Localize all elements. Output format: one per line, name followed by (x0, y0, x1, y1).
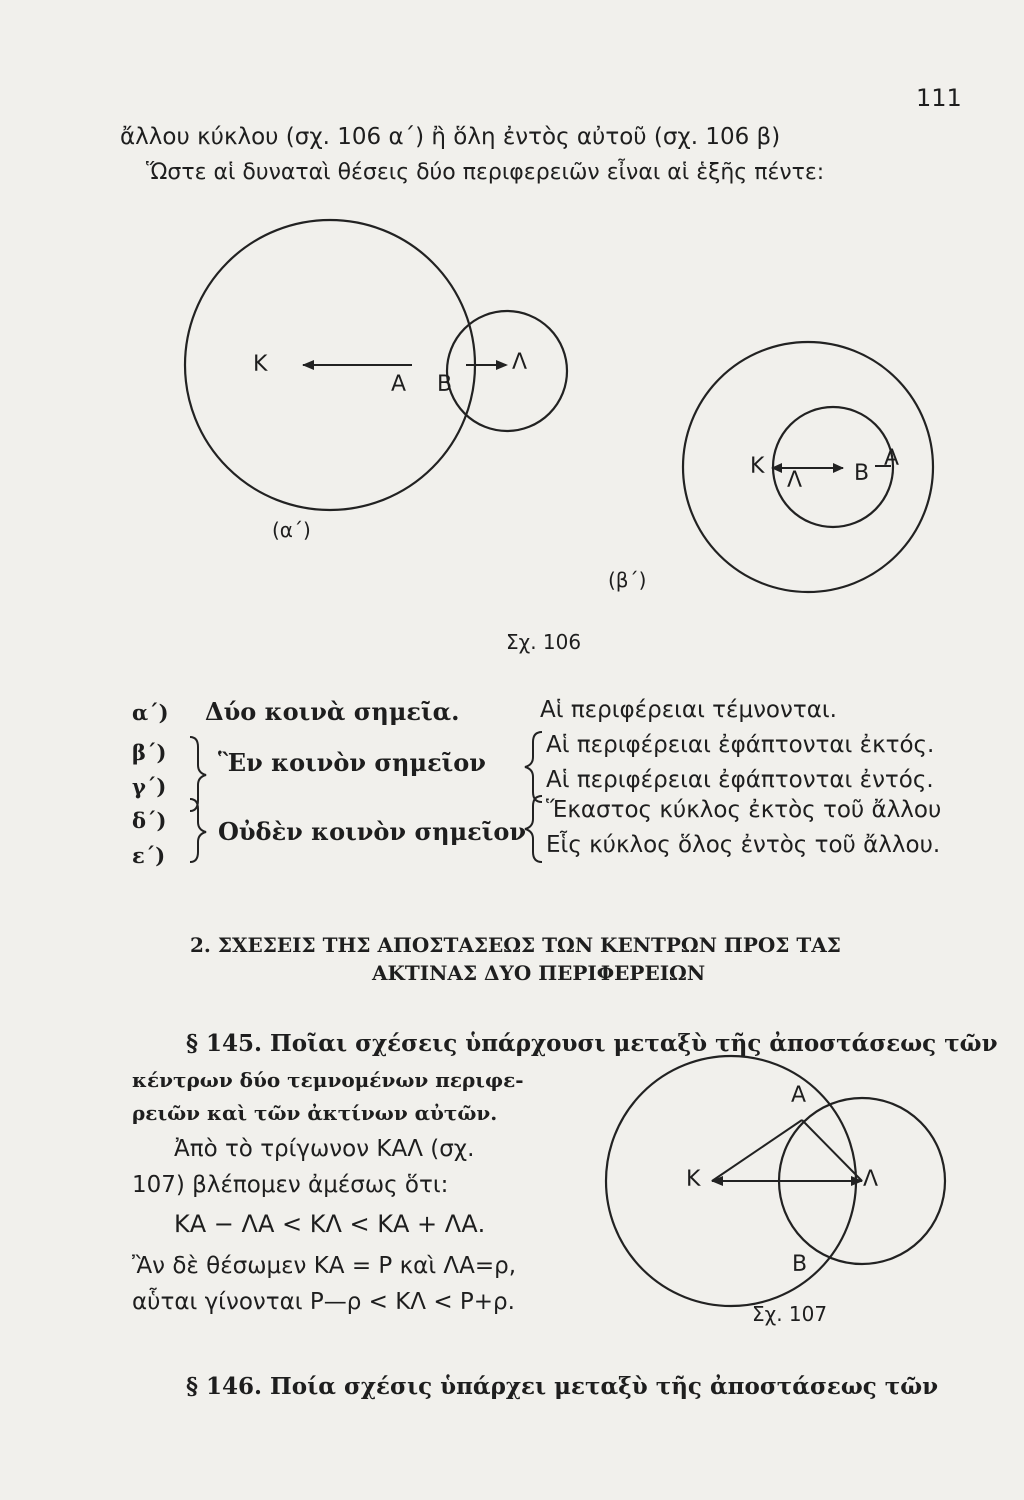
fig106a-label-K: Κ (253, 352, 268, 377)
brace-right-tangent (525, 732, 542, 802)
fig106a-label-B: Β (437, 372, 453, 397)
fig106a-caption: (α΄) (272, 518, 311, 542)
result-tangent-outside: Αἱ περιφέρειαι ἐφάπτονται ἐκτός. (546, 732, 935, 758)
fig106b-label-A: Α (884, 446, 900, 471)
fig107-label-K: Κ (686, 1167, 701, 1192)
par145-formula: ΚΑ − ΛΑ < ΚΛ < ΚΑ + ΛΑ. (174, 1210, 486, 1238)
fig106a-label-L: Λ (512, 350, 528, 375)
fig107-label-L: Λ (863, 1167, 879, 1192)
par145-question-2: κέντρων δύο τεμνομένων περιφε- (132, 1068, 524, 1092)
par145-text-3: Ἂν δὲ θέσωμεν ΚΑ = Ρ καὶ ΛΑ=ρ, (132, 1253, 517, 1279)
par145-question-1: § 145. Ποῖαι σχέσεις ὑπάρχουσι μεταξὺ τῆς ἀποστάσεως τῶν (186, 1030, 998, 1057)
intro-line-1: ἄλλου κύκλου (σχ. 106 α΄) ἢ ὅλη ἐντὸς αὐτοῦ (σχ. 106 β) (120, 124, 781, 150)
fig106a-label-A: Α (391, 372, 407, 397)
case-one-common: Ἓν κοινὸν σημεῖον (218, 748, 486, 777)
page-number: 111 (916, 84, 962, 112)
par146-question-1: § 146. Ποία σχέσις ὑπάρχει μεταξὺ τῆς ἀποστάσεως τῶν (186, 1373, 939, 1400)
fig106b-label-B: Β (854, 461, 870, 486)
par145-text-2: 107) βλέπομεν ἀμέσως ὅτι: (132, 1172, 449, 1198)
fig106b-label-L: Λ (787, 468, 803, 493)
brace-no-common (190, 799, 206, 862)
par145-text-1: Ἀπὸ τὸ τρίγωνον ΚΑΛ (σχ. (174, 1136, 475, 1162)
fig107-label-B: Β (792, 1252, 808, 1277)
case-epsilon: ε΄) (132, 843, 166, 868)
intro-line-2: Ὥστε αἱ δυναταὶ θέσεις δύο περιφερειῶν εἶναι αἱ ἑξῆς πέντε: (146, 160, 825, 185)
result-inside: Εἷς κύκλος ὅλος ἐντὸς τοῦ ἄλλου. (546, 832, 941, 858)
case-delta: δ΄) (132, 808, 167, 833)
brace-right-outside (525, 796, 542, 862)
case-no-common: Οὐδὲν κοινὸν σημεῖον (218, 817, 527, 846)
fig106a-arrow-L (496, 360, 508, 370)
result-outside: Ἕκαστος κύκλος ἐκτὸς τοῦ ἄλλου (546, 797, 942, 823)
case-beta: β΄) (132, 740, 167, 765)
par145-text-4: αὗται γίνονται Ρ—ρ < ΚΛ < Ρ+ρ. (132, 1289, 515, 1315)
fig107-label-A: Α (791, 1083, 807, 1108)
section-heading-line-1: 2. ΣΧΕΣΕΙΣ ΤΗΣ ΑΠΟΣΤΑΣΕΩΣ ΤΩΝ ΚΕΝΤΡΩΝ ΠΡΟΣ ΤΑΣ (190, 933, 841, 957)
fig107-caption: Σχ. 107 (752, 1302, 828, 1326)
fig106a-small-circle (447, 311, 567, 431)
fig106b-arrow-L (833, 463, 844, 473)
fig106b-label-K: Κ (750, 454, 765, 479)
case-alpha: α΄) (132, 700, 169, 725)
section-heading-line-2: ΑΚΤΙΝΑΣ ΔΥΟ ΠΕΡΙΦΕΡΕΙΩΝ (372, 961, 706, 985)
par145-question-3: ρειῶν καὶ τῶν ἀκτίνων αὐτῶν. (132, 1101, 498, 1125)
result-intersect: Αἱ περιφέρειαι τέμνονται. (540, 697, 837, 723)
fig106a-arrow-K (302, 360, 314, 370)
fig107-line-KA (712, 1120, 802, 1181)
case-two-common: Δύο κοινὰ σημεῖα. (205, 697, 460, 726)
case-gamma: γ΄) (132, 774, 167, 799)
fig106b-caption: (β΄) (608, 568, 647, 592)
result-tangent-inside: Αἱ περιφέρειαι ἐφάπτονται ἐντός. (546, 767, 934, 793)
fig106-caption: Σχ. 106 (506, 630, 582, 654)
